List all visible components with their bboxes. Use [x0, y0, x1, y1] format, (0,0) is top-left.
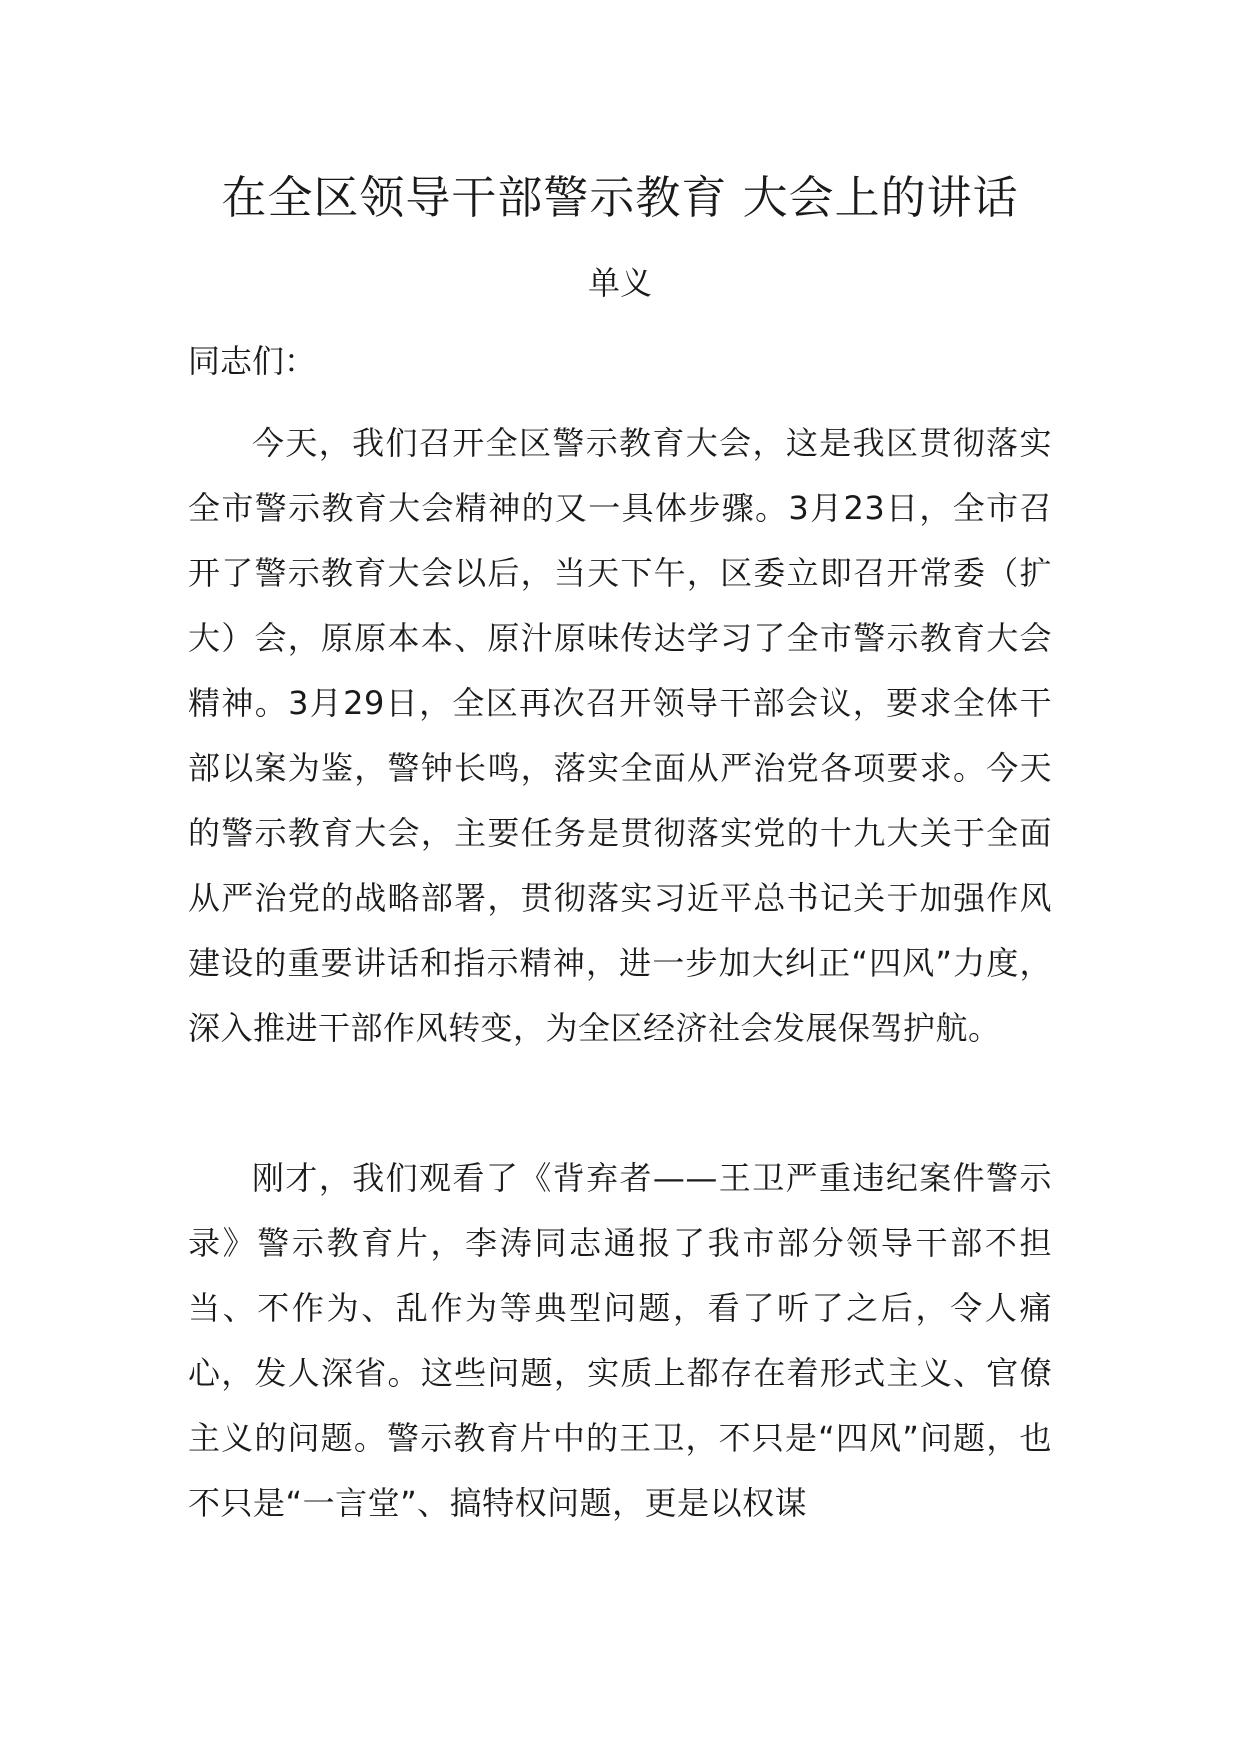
body-paragraph: 今天，我们召开全区警示教育大会，这是我区贯彻落实全市警示教育大会精神的又一具体步骤。3月23日，全市召开了警示教育大会以后，当天下午，区委立即召开常委（扩大）会，原原本本、原汁原味传达学习了全市警示教育大会精神。3月29日，全区再次召开领导干部会议，要求全体干部以案为鉴，警钟长鸣，落实全面从严治党各项要求。今天的警示教育大会，主要任务是贯彻落实党的十九大关于全面从严治党的战略部署，贯彻落实习近平总书记关于加强作风建设的重要讲话和指示精神，进一步加大纠正“四风”力度，深入推进干部作风转变，为全区经济社会发展保驾护航。	[188, 424, 1052, 1047]
document-title: 在全区领导干部警示教育 大会上的讲话	[221, 171, 1019, 224]
body-paragraph: 刚才，我们观看了《背弃者——王卫严重违纪案件警示录》警示教育片，李涛同志通报了我市部分领导干部不担当、不作为、乱作为等典型问题，看了听了之后，令人痛心，发人深省。这些问题，实质上都存在着形式主义、官僚主义的问题。警示教育片中的王卫，不只是“四风”问题，也不只是“一言堂”、搞特权问题，更是以权谋	[188, 1159, 1052, 1522]
salutation: 同志们：	[188, 342, 317, 380]
document-author: 单义	[587, 264, 652, 302]
